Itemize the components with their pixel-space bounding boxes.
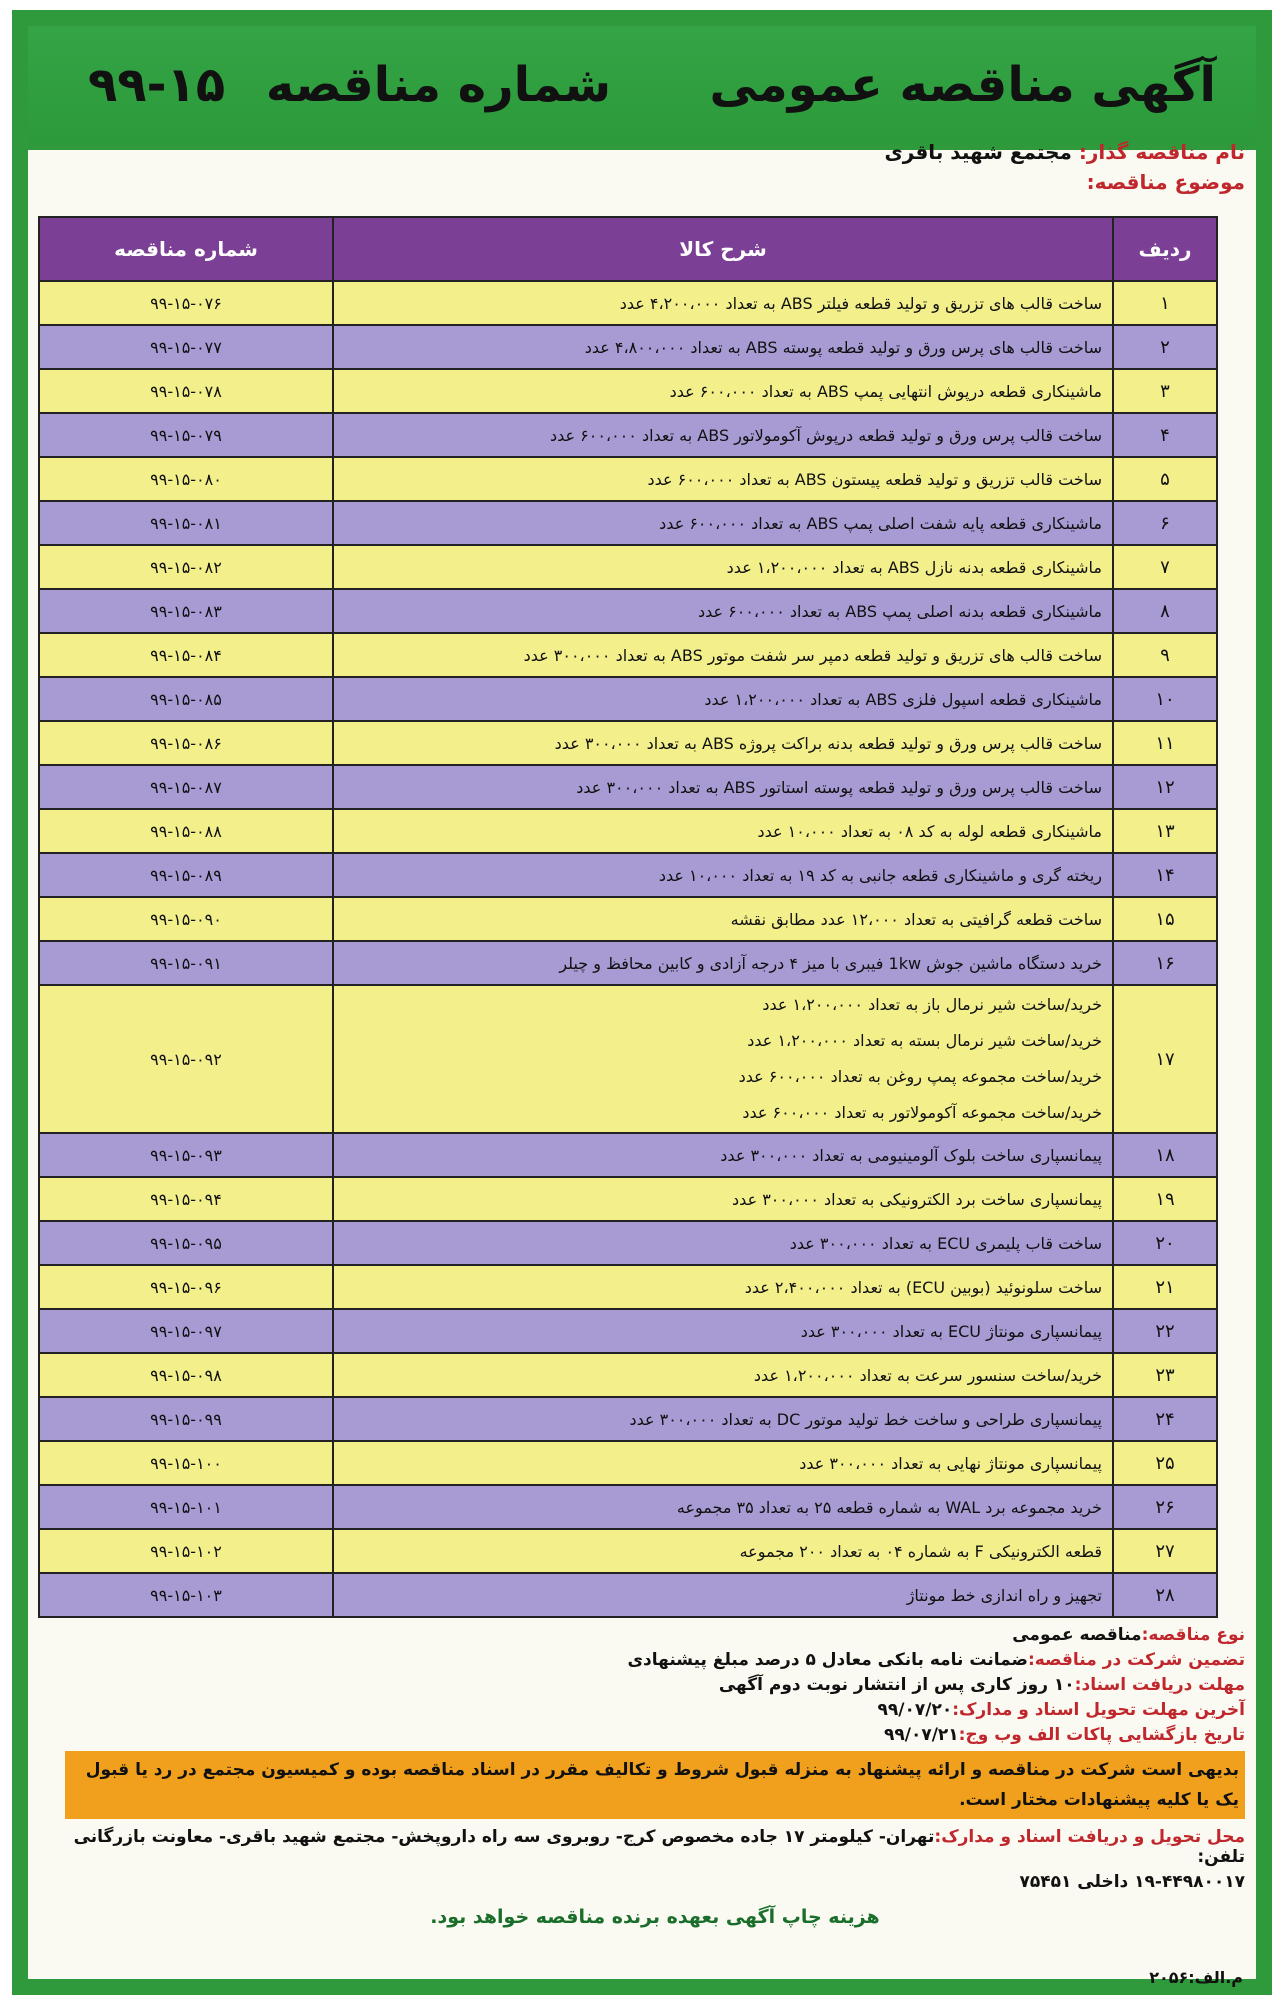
address-value: تهران- کیلومتر ۱۷ جاده مخصوص کرج- روبروی سه راه داروپخش- مجتمع شهید باقری- معاونت بازرگانی تلفن: (73, 1827, 1245, 1867)
description-line: خرید/ساخت مجموعه پمپ روغن به تعداد ۶۰۰،۰۰۰ عدد (738, 1067, 1102, 1086)
row-index: ۲۰ (1113, 1221, 1217, 1265)
opening-label: تاریخ بازگشایی پاکات الف وب وج: (958, 1725, 1245, 1745)
row-tender-number: ۹۹-۱۵-۰۹۳ (39, 1133, 333, 1177)
row-index: ۲۵ (1113, 1441, 1217, 1485)
col-header-description: شرح کالا (333, 217, 1113, 281)
legal-notice: بدیهی است شرکت در مناقصه و ارائه پیشنهاد به منزله قبول شروط و تکالیف مقرر در اسناد مناقصه بوده و کمیسیون مجتمع در رد یا قبول یک یا کلیه پیشنهادات مختار است. (65, 1751, 1245, 1819)
receive-value: ۱۰ روز کاری پس از انتشار نوبت دوم آگهی (718, 1675, 1075, 1695)
row-description: خرید دستگاه ماشین جوش 1kw فیبری با میز ۴ درجه آزادی و کابین محافظ و چیلر (333, 941, 1113, 985)
row-index: ۷ (1113, 545, 1217, 589)
row-description: پیمانسپاری مونتاژ ECU به تعداد ۳۰۰،۰۰۰ عدد (333, 1309, 1113, 1353)
table-row (39, 281, 1217, 325)
row-description: ساخت قالب پرس ورق و تولید قطعه پوسته استاتور ABS به تعداد ۳۰۰،۰۰۰ عدد (333, 765, 1113, 809)
organizer-row (884, 140, 1245, 164)
row-description (333, 985, 1113, 1133)
subject-label: موضوع مناقصه: (1086, 170, 1245, 194)
description-line: خرید/ساخت شیر نرمال باز به تعداد ۱،۲۰۰،۰۰۰ عدد (762, 995, 1102, 1014)
table-row (39, 325, 1217, 369)
row-index: ۲۳ (1113, 1353, 1217, 1397)
ad-title: آگهی مناقصه عمومی (709, 57, 1216, 113)
row-tender-number: ۹۹-۱۵-۰۷۹ (39, 413, 333, 457)
table-row (39, 985, 1217, 1133)
row-description: ریخته گری و ماشینکاری قطعه جانبی به کد ۱۹ به تعداد ۱۰،۰۰۰ عدد (333, 853, 1113, 897)
row-tender-number: ۹۹-۱۵-۰۸۱ (39, 501, 333, 545)
ad-reference: م.الف:۲۰۵۶ (1149, 1968, 1243, 1987)
row-tender-number: ۹۹-۱۵-۰۷۷ (39, 325, 333, 369)
print-cost-note: هزینه چاپ آگهی بعهده برنده مناقصه خواهد بود. (430, 1906, 880, 1928)
row-description: ساخت قطعه گرافیتی به تعداد ۱۲،۰۰۰ عدد مطابق نقشه (333, 897, 1113, 941)
table-row (39, 1221, 1217, 1265)
row-index: ۱۶ (1113, 941, 1217, 985)
table-row (39, 853, 1217, 897)
row-index: ۲ (1113, 325, 1217, 369)
guarantee-row (65, 1650, 1245, 1670)
row-description: ماشینکاری قطعه لوله به کد ۰۸ به تعداد ۱۰،۰۰۰ عدد (333, 809, 1113, 853)
row-index: ۱۵ (1113, 897, 1217, 941)
row-index: ۲۴ (1113, 1397, 1217, 1441)
description-line: خرید/ساخت مجموعه آکومولاتور به تعداد ۶۰۰،۰۰۰ عدد (742, 1103, 1102, 1122)
row-description: قطعه الکترونیکی F به شماره ۰۴ به تعداد ۲۰۰ مجموعه (333, 1529, 1113, 1573)
type-label: نوع مناقصه: (1141, 1625, 1245, 1645)
table-row (39, 589, 1217, 633)
table-row (39, 1177, 1217, 1221)
row-description: ماشینکاری قطعه درپوش انتهایی پمپ ABS به تعداد ۶۰۰،۰۰۰ عدد (333, 369, 1113, 413)
row-index: ۲۷ (1113, 1529, 1217, 1573)
table-row (39, 633, 1217, 677)
row-index: ۲۱ (1113, 1265, 1217, 1309)
header-banner (28, 26, 1256, 144)
row-description: خرید مجموعه برد WAL به شماره قطعه ۲۵ به تعداد ۳۵ مجموعه (333, 1485, 1113, 1529)
row-description: ماشینکاری قطعه بدنه نازل ABS به تعداد ۱،۲۰۰،۰۰۰ عدد (333, 545, 1113, 589)
subject-row (884, 170, 1245, 194)
address-label: محل تحویل و دریافت اسناد و مدارک: (934, 1827, 1245, 1847)
table-row (39, 1573, 1217, 1617)
row-tender-number: ۹۹-۱۵-۰۹۶ (39, 1265, 333, 1309)
row-tender-number: ۹۹-۱۵-۱۰۱ (39, 1485, 333, 1529)
receive-row (65, 1675, 1245, 1695)
row-tender-number: ۹۹-۱۵-۱۰۲ (39, 1529, 333, 1573)
row-description: ساخت قالب تزریق و تولید قطعه پیستون ABS به تعداد ۶۰۰،۰۰۰ عدد (333, 457, 1113, 501)
row-tender-number: ۹۹-۱۵-۰۷۸ (39, 369, 333, 413)
row-description: ساخت قاب پلیمری ECU به تعداد ۳۰۰،۰۰۰ عدد (333, 1221, 1113, 1265)
type-value: مناقصه عمومی (1012, 1625, 1142, 1645)
opening-value: ۹۹/۰۷/۲۱ (883, 1725, 959, 1745)
table-row (39, 1397, 1217, 1441)
table-row (39, 1441, 1217, 1485)
row-tender-number: ۹۹-۱۵-۰۸۷ (39, 765, 333, 809)
tender-meta (884, 140, 1245, 200)
phone-row: ۱۹-۴۴۹۸۰۰۱۷ داخلی ۷۵۴۵۱ (1019, 1872, 1245, 1892)
tender-number (88, 57, 635, 113)
row-index: ۱۳ (1113, 809, 1217, 853)
row-description: ساخت قالب های پرس ورق و تولید قطعه پوسته ABS به تعداد ۴،۸۰۰،۰۰۰ عدد (333, 325, 1113, 369)
table-row (39, 765, 1217, 809)
row-index: ۱۱ (1113, 721, 1217, 765)
row-tender-number: ۹۹-۱۵-۰۸۰ (39, 457, 333, 501)
row-description: ماشینکاری قطعه پایه شفت اصلی پمپ ABS به تعداد ۶۰۰،۰۰۰ عدد (333, 501, 1113, 545)
row-tender-number: ۹۹-۱۵-۰۸۲ (39, 545, 333, 589)
row-tender-number: ۹۹-۱۵-۱۰۰ (39, 1441, 333, 1485)
row-index: ۱ (1113, 281, 1217, 325)
row-index: ۵ (1113, 457, 1217, 501)
row-tender-number: ۹۹-۱۵-۰۸۴ (39, 633, 333, 677)
row-tender-number: ۹۹-۱۵-۰۸۵ (39, 677, 333, 721)
row-index: ۱۸ (1113, 1133, 1217, 1177)
receive-label: مهلت دریافت اسناد: (1074, 1675, 1245, 1695)
row-description: پیمانسپاری ساخت بلوک آلومینیومی به تعداد ۳۰۰،۰۰۰ عدد (333, 1133, 1113, 1177)
row-description: ساخت قالب های تزریق و تولید قطعه دمپر سر شفت موتور ABS به تعداد ۳۰۰،۰۰۰ عدد (333, 633, 1113, 677)
deadline-row (65, 1700, 1245, 1720)
table-row (39, 809, 1217, 853)
row-tender-number: ۹۹-۱۵-۰۹۲ (39, 985, 333, 1133)
footer-info (65, 1625, 1245, 1928)
row-description: ساخت سلونوئید (بوبین ECU) به تعداد ۲،۴۰۰،۰۰۰ عدد (333, 1265, 1113, 1309)
row-tender-number: ۹۹-۱۵-۰۸۹ (39, 853, 333, 897)
row-tender-number: ۹۹-۱۵-۱۰۳ (39, 1573, 333, 1617)
row-index: ۴ (1113, 413, 1217, 457)
row-description: ساخت قالب پرس ورق و تولید قطعه درپوش آکومولاتور ABS به تعداد ۶۰۰،۰۰۰ عدد (333, 413, 1113, 457)
row-index: ۸ (1113, 589, 1217, 633)
table-row (39, 1265, 1217, 1309)
tender-number-label: شماره مناقصه (265, 57, 612, 113)
row-index: ۱۰ (1113, 677, 1217, 721)
table-row (39, 1485, 1217, 1529)
row-description: خرید/ساخت سنسور سرعت به تعداد ۱،۲۰۰،۰۰۰ عدد (333, 1353, 1113, 1397)
row-tender-number: ۹۹-۱۵-۰۹۵ (39, 1221, 333, 1265)
guarantee-label: تضمین شرکت در مناقصه: (1027, 1650, 1245, 1670)
table-row (39, 721, 1217, 765)
row-tender-number: ۹۹-۱۵-۰۸۸ (39, 809, 333, 853)
address-row (65, 1827, 1245, 1867)
row-index: ۱۴ (1113, 853, 1217, 897)
tender-number-value: ۱۵-۹۹ (88, 57, 226, 113)
table-row (39, 1309, 1217, 1353)
table-header-row (39, 217, 1217, 281)
row-tender-number: ۹۹-۱۵-۰۹۴ (39, 1177, 333, 1221)
table-row (39, 941, 1217, 985)
row-tender-number: ۹۹-۱۵-۰۷۶ (39, 281, 333, 325)
row-tender-number: ۹۹-۱۵-۰۹۱ (39, 941, 333, 985)
row-description: پیمانسپاری طراحی و ساخت خط تولید موتور DC به تعداد ۳۰۰،۰۰۰ عدد (333, 1397, 1113, 1441)
row-description: پیمانسپاری مونتاژ نهایی به تعداد ۳۰۰،۰۰۰ عدد (333, 1441, 1113, 1485)
items-table (38, 216, 1218, 1618)
description-line: خرید/ساخت شیر نرمال بسته به تعداد ۱،۲۰۰،۰۰۰ عدد (747, 1031, 1102, 1050)
table-row (39, 545, 1217, 589)
row-index: ۱۷ (1113, 985, 1217, 1133)
row-description: ساخت قالب های تزریق و تولید قطعه فیلتر ABS به تعداد ۴،۲۰۰،۰۰۰ عدد (333, 281, 1113, 325)
row-tender-number: ۹۹-۱۵-۰۸۶ (39, 721, 333, 765)
row-description: پیمانسپاری ساخت برد الکترونیکی به تعداد ۳۰۰،۰۰۰ عدد (333, 1177, 1113, 1221)
row-index: ۲۲ (1113, 1309, 1217, 1353)
row-tender-number: ۹۹-۱۵-۰۹۸ (39, 1353, 333, 1397)
deadline-label: آخرین مهلت تحویل اسناد و مدارک: (952, 1700, 1245, 1720)
row-description: ماشینکاری قطعه بدنه اصلی پمپ ABS به تعداد ۶۰۰،۰۰۰ عدد (333, 589, 1113, 633)
table-row (39, 369, 1217, 413)
row-tender-number: ۹۹-۱۵-۰۸۳ (39, 589, 333, 633)
table-row (39, 501, 1217, 545)
organizer-value: مجتمع شهید باقری (884, 140, 1072, 164)
table-row (39, 897, 1217, 941)
organizer-label: نام مناقصه گذار: (1078, 140, 1245, 164)
row-tender-number: ۹۹-۱۵-۰۹۰ (39, 897, 333, 941)
row-description: تجهیز و راه اندازی خط مونتاژ (333, 1573, 1113, 1617)
row-description: ساخت قالب پرس ورق و تولید قطعه بدنه براکت پروژه ABS به تعداد ۳۰۰،۰۰۰ عدد (333, 721, 1113, 765)
col-header-index: ردیف (1113, 217, 1217, 281)
row-index: ۶ (1113, 501, 1217, 545)
row-index: ۳ (1113, 369, 1217, 413)
deadline-value: ۹۹/۰۷/۲۰ (877, 1700, 953, 1720)
row-tender-number: ۹۹-۱۵-۰۹۹ (39, 1397, 333, 1441)
col-header-tender-number: شماره مناقصه (39, 217, 333, 281)
row-index: ۱۹ (1113, 1177, 1217, 1221)
table-row (39, 1529, 1217, 1573)
table-row (39, 1133, 1217, 1177)
row-index: ۲۸ (1113, 1573, 1217, 1617)
row-description: ماشینکاری قطعه اسپول فلزی ABS به تعداد ۱،۲۰۰،۰۰۰ عدد (333, 677, 1113, 721)
row-tender-number: ۹۹-۱۵-۰۹۷ (39, 1309, 333, 1353)
table-row (39, 457, 1217, 501)
row-index: ۲۶ (1113, 1485, 1217, 1529)
type-row (65, 1625, 1245, 1645)
table-row (39, 413, 1217, 457)
row-index: ۹ (1113, 633, 1217, 677)
table-row (39, 1353, 1217, 1397)
guarantee-value: ضمانت نامه بانکی معادل ۵ درصد مبلغ پیشنهادی (627, 1650, 1028, 1670)
opening-row (65, 1725, 1245, 1745)
table-row (39, 677, 1217, 721)
row-index: ۱۲ (1113, 765, 1217, 809)
